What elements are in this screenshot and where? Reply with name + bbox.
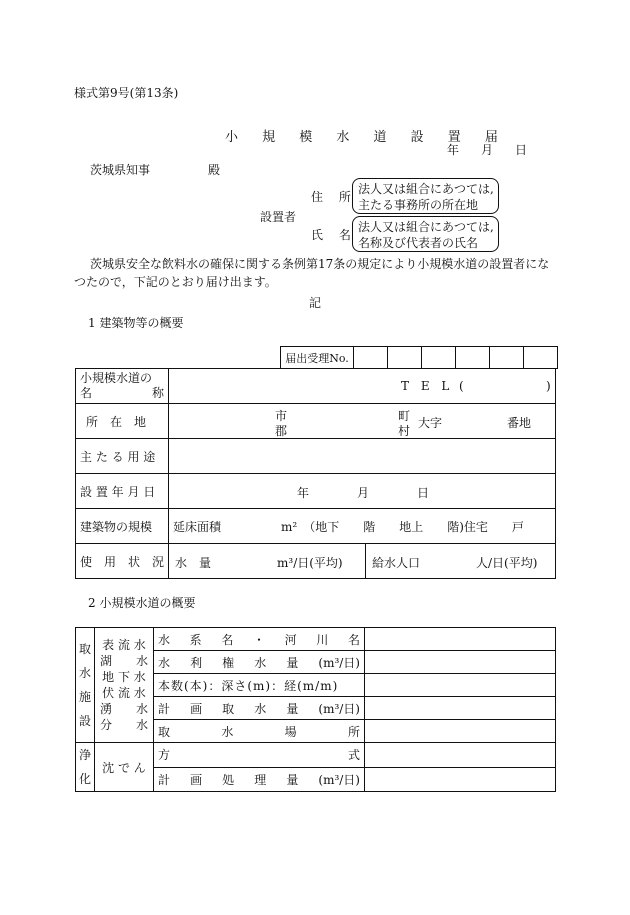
value-water-system[interactable]	[365, 628, 556, 651]
char: 水	[254, 655, 267, 670]
applicant-label: 設置者	[260, 210, 297, 224]
item-well-spec: 本数(本)：深さ(m)：経(m/m)	[154, 674, 365, 697]
char: 画	[190, 701, 203, 716]
value-water-rights[interactable]	[365, 651, 556, 674]
building-table	[75, 368, 556, 579]
char: 処	[222, 772, 235, 787]
date-year: 年	[447, 143, 460, 157]
char: (m³/日)	[318, 655, 360, 670]
label-location: 所 在 地	[76, 404, 169, 439]
address-note-2: 主たる事務所の所在地	[358, 198, 479, 212]
water-amount-unit: m³/日(平均)	[277, 556, 343, 570]
tel-label: T E L	[401, 379, 454, 393]
char: 利	[190, 655, 203, 670]
char: 画	[190, 772, 203, 787]
char: 量	[286, 701, 299, 716]
char: 名	[221, 632, 234, 647]
value-planned-treatment[interactable]	[365, 767, 556, 792]
item-intake-site	[154, 720, 365, 743]
receipt-cell[interactable]	[354, 347, 388, 369]
water-amount-cell[interactable]	[169, 544, 366, 579]
inst-year: 年	[297, 486, 310, 500]
label-installed: 設 置 年 月 日	[76, 474, 169, 509]
body-text-2: つたので，下記のとおり届け出ます。	[74, 275, 277, 289]
char: 水	[158, 655, 171, 670]
label-purpose: 主 た る 用 途	[76, 439, 169, 474]
item-water-system-text	[158, 631, 360, 648]
page-title: 小 規 模 水 道 設 置 届	[225, 130, 508, 145]
char: 取	[222, 701, 235, 716]
intake-source: 地 下 水	[102, 670, 146, 684]
value-intake-site[interactable]	[365, 720, 556, 743]
item-planned-treatment-text	[158, 771, 360, 788]
name-note-2: 名称及び代表者の氏名	[358, 236, 479, 250]
char: 場	[284, 724, 297, 739]
population-label: 給水人口	[372, 556, 421, 570]
char: ・	[252, 632, 265, 647]
intake-source: 表 流 水	[102, 638, 146, 652]
item-method-text	[158, 746, 360, 763]
receipt-cell[interactable]	[490, 347, 524, 369]
item-water-rights	[154, 651, 365, 674]
machi-label: 町	[398, 409, 411, 423]
gun-label: 郡	[275, 424, 288, 438]
mura-label: 村	[398, 424, 411, 438]
addressee-honorific: 殿	[208, 163, 221, 177]
char: 水	[158, 632, 171, 647]
char: 式	[347, 748, 360, 763]
receipt-label: 届出受理No.	[281, 347, 354, 369]
label-waterworks-name-2b: 称	[152, 386, 165, 400]
char: 計	[158, 701, 171, 716]
char: 量	[286, 655, 299, 670]
char: 方	[158, 748, 171, 763]
intake-source: 分 水	[99, 718, 148, 732]
address-note-1: 法人又は組合にあつては,	[358, 182, 494, 196]
address-label: 住 所	[311, 190, 357, 204]
item-water-system	[154, 628, 365, 651]
purify-group-1: 浄	[78, 748, 91, 762]
label-waterworks-name	[76, 369, 169, 404]
receipt-cell[interactable]	[422, 347, 456, 369]
water-amount-label: 水 量	[175, 556, 212, 570]
waterworks-name-value[interactable]	[169, 369, 556, 404]
value-planned-intake[interactable]	[365, 697, 556, 720]
char: 水	[254, 701, 267, 716]
shi-label: 市	[275, 409, 288, 423]
name-label: 氏 名	[311, 228, 357, 242]
tel-paren-close: )	[546, 379, 551, 393]
intake-group-3: 施	[78, 690, 91, 704]
char: 河	[284, 632, 297, 647]
body-text-1: 茨城県安全な飲料水の確保に関する条例第17条の規定により小規模水道の設置者にな	[90, 257, 550, 271]
label-waterworks-name-2	[80, 386, 164, 401]
location-value[interactable]	[169, 404, 556, 439]
item-water-rights-text	[158, 654, 360, 671]
char: (m³/日)	[318, 701, 360, 716]
intake-group-1: 取	[78, 642, 91, 656]
intake-group-2: 水	[78, 666, 91, 680]
intake-source: 伏 流 水	[102, 686, 146, 700]
name-note-1: 法人又は組合にあつては,	[358, 220, 494, 234]
value-well-spec[interactable]	[365, 674, 556, 697]
date-day: 日	[515, 143, 528, 157]
oaza-label: 大字	[418, 416, 443, 430]
char: 権	[222, 655, 235, 670]
char: 水	[221, 724, 234, 739]
receipt-cell[interactable]	[524, 347, 558, 369]
banchi-label: 番地	[507, 416, 532, 430]
item-intake-site-text	[158, 723, 360, 740]
char: 量	[286, 772, 299, 787]
char: 計	[158, 772, 171, 787]
char: (m³/日)	[318, 772, 360, 787]
receipt-box	[280, 346, 558, 369]
intake-source: 湧 水	[99, 702, 148, 716]
intake-sources	[95, 628, 154, 743]
scale-value[interactable]: 延床面積 m² （地下 階 地上 階)住宅 戸	[169, 509, 556, 544]
purify-group-label	[76, 743, 95, 792]
installed-value[interactable]	[169, 474, 556, 509]
receipt-cell[interactable]	[388, 347, 422, 369]
label-scale: 建築物の規模	[76, 509, 169, 544]
population-cell[interactable]	[366, 544, 556, 579]
item-planned-intake-text	[158, 700, 360, 717]
purify-method: 沈 で ん	[95, 743, 154, 792]
char: 理	[254, 772, 267, 787]
ki-label: 記	[309, 296, 322, 310]
form-number: 様式第9号(第13条)	[74, 86, 179, 100]
label-usage: 使 用 状 況	[76, 544, 169, 579]
char: 所	[347, 724, 360, 739]
section1-heading: 1 建築物等の概要	[88, 316, 184, 330]
purify-group-2: 化	[78, 772, 91, 786]
item-method	[154, 743, 365, 768]
label-waterworks-name-2a: 名	[80, 386, 93, 400]
population-unit: 人/日(平均)	[476, 556, 538, 570]
intake-group-4: 設	[78, 714, 91, 728]
date-month: 月	[481, 143, 494, 157]
char: 系	[189, 632, 202, 647]
inst-month: 月	[357, 486, 370, 500]
waterworks-table	[75, 627, 556, 792]
char: 川	[316, 632, 329, 647]
inst-day: 日	[417, 486, 430, 500]
purpose-value[interactable]	[169, 439, 556, 474]
char: 名	[347, 632, 360, 647]
addressee: 茨城県知事	[90, 163, 151, 177]
item-planned-treatment	[154, 767, 365, 792]
section2-heading: 2 小規模水道の概要	[88, 596, 196, 610]
value-method[interactable]	[365, 743, 556, 768]
receipt-cell[interactable]	[456, 347, 490, 369]
label-waterworks-name-1: 小規模水道の	[80, 371, 153, 385]
intake-group-label	[76, 628, 95, 743]
item-planned-intake	[154, 697, 365, 720]
char: 取	[158, 724, 171, 739]
intake-source: 湖 水	[99, 654, 148, 668]
tel-paren-open: (	[459, 379, 464, 393]
